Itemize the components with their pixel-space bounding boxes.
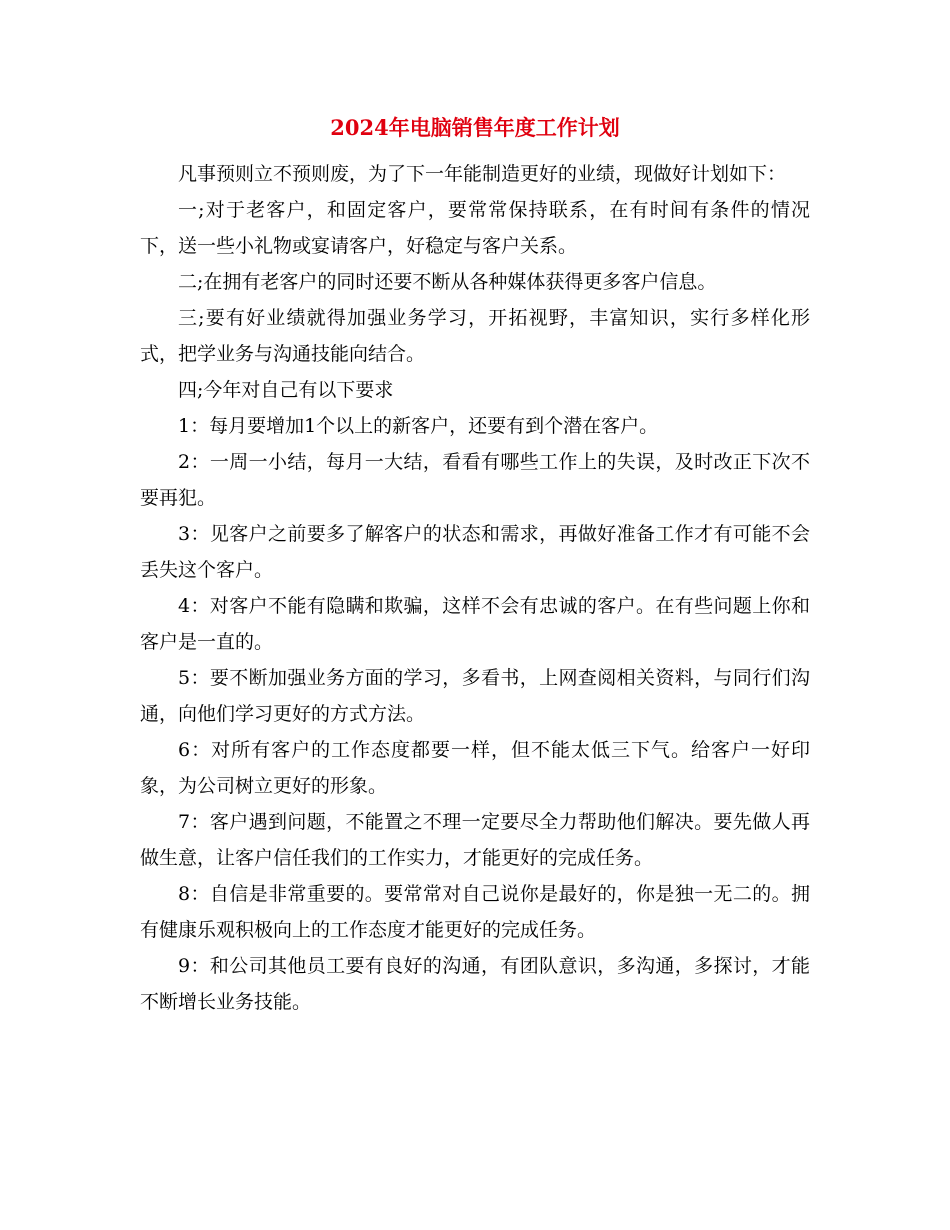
paragraph-item-1: 一;对于老客户，和固定客户，要常常保持联系，在有时间有条件的情况下，送一些小礼物或宴请客户，好稳定与客户关系。	[140, 199, 810, 257]
paragraph-requirement-8: 8：自信是非常重要的。要常常对自己说你是最好的，你是独一无二的。拥有健康乐观积极向上的工作态度才能更好的完成任务。	[140, 883, 810, 941]
paragraph-item-4: 四;今年对自己有以下要求	[178, 379, 394, 401]
paragraph-requirement-3: 3：见客户之前要多了解客户的状态和需求，再做好准备工作才有可能不会丢失这个客户。	[140, 523, 810, 581]
paragraph-item-3: 三;要有好业绩就得加强业务学习，开拓视野，丰富知识，实行多样化形式，把学业务与沟通技能向结合。	[140, 307, 810, 365]
document-title: 2024年电脑销售年度工作计划	[330, 115, 620, 140]
paragraph-requirement-7: 7：客户遇到问题，不能置之不理一定要尽全力帮助他们解决。要先做人再做生意，让客户信任我们的工作实力，才能更好的完成任务。	[140, 811, 810, 869]
paragraph-requirement-9: 9：和公司其他员工要有良好的沟通，有团队意识，多沟通，多探讨，才能不断增长业务技能。	[140, 955, 810, 1013]
paragraph-requirement-1: 1：每月要增加1个以上的新客户，还要有到个潜在客户。	[178, 415, 659, 437]
paragraph-intro: 凡事预则立不预则废，为了下一年能制造更好的业绩，现做好计划如下：	[178, 163, 787, 185]
paragraph-requirement-2: 2：一周一小结，每月一大结，看看有哪些工作上的失误，及时改正下次不要再犯。	[140, 451, 810, 509]
paragraph-requirement-5: 5：要不断加强业务方面的学习，多看书，上网查阅相关资料，与同行们沟通，向他们学习更好的方式方法。	[140, 667, 810, 725]
paragraph-requirement-4: 4：对客户不能有隐瞒和欺骗，这样不会有忠诚的客户。在有些问题上你和客户是一直的。	[140, 595, 810, 653]
document-body	[140, 156, 810, 1020]
paragraph-requirement-6: 6：对所有客户的工作态度都要一样，但不能太低三下气。给客户一好印象，为公司树立更好的形象。	[140, 739, 810, 797]
paragraph-item-2: 二;在拥有老客户的同时还要不断从各种媒体获得更多客户信息。	[178, 271, 717, 293]
